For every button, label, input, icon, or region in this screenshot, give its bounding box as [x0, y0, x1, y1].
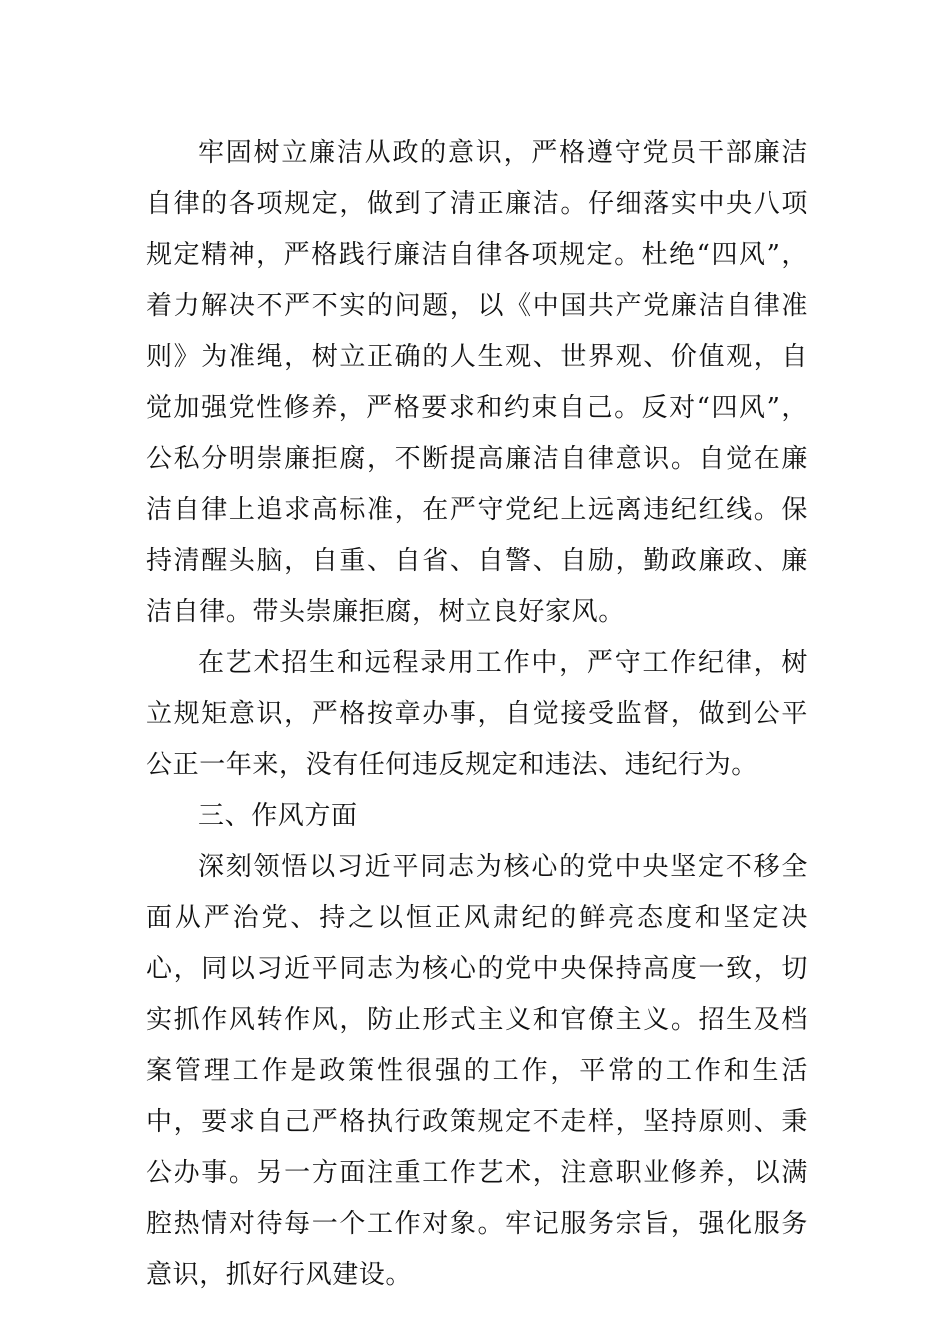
- paragraph-integrity: 牢固树立廉洁从政的意识，严格遵守党员干部廉洁自律的各项规定，做到了清正廉洁。仔细落实中央八项规定精神，严格践行廉洁自律各项规定。杜绝“四风”，着力解决不严不实的问题，以《中国共产党廉洁自律准则》为准绳，树立正确的人生观、世界观、价值观，自觉加强党性修养，严格要求和约束自己。反对“四风”，公私分明崇廉拒腐，不断提高廉洁自律意识。自觉在廉洁自律上追求高标准，在严守党纪上远离违纪红线。保持清醒头脑，自重、自省、自警、自励，勤政廉政、廉洁自律。带头崇廉拒腐，树立良好家风。: [146, 138, 808, 627]
- paragraph-work-style: 深刻领悟以习近平同志为核心的党中央坚定不移全面从严治党、持之以恒正风肃纪的鲜亮态度和坚定决心，同以习近平同志为核心的党中央保持高度一致，切实抓作风转作风，防止形式主义和官僚主义。招生及档案管理工作是政策性很强的工作，平常的工作和生活中，要求自己严格执行政策规定不走样，坚持原则、秉公办事。另一方面注重工作艺术，注意职业修养，以满腔热情对待每一个工作对象。牢记服务宗旨，强化服务意识，抓好行风建设。: [146, 852, 808, 1290]
- paragraph-recruitment: 在艺术招生和远程录用工作中，严守工作纪律，树立规矩意识，严格按章办事，自觉接受监督，做到公平公正一年来，没有任何违反规定和违法、违纪行为。: [146, 648, 808, 780]
- section-heading-work-style: 三、作风方面: [198, 801, 358, 831]
- document-page: [146, 128, 808, 1301]
